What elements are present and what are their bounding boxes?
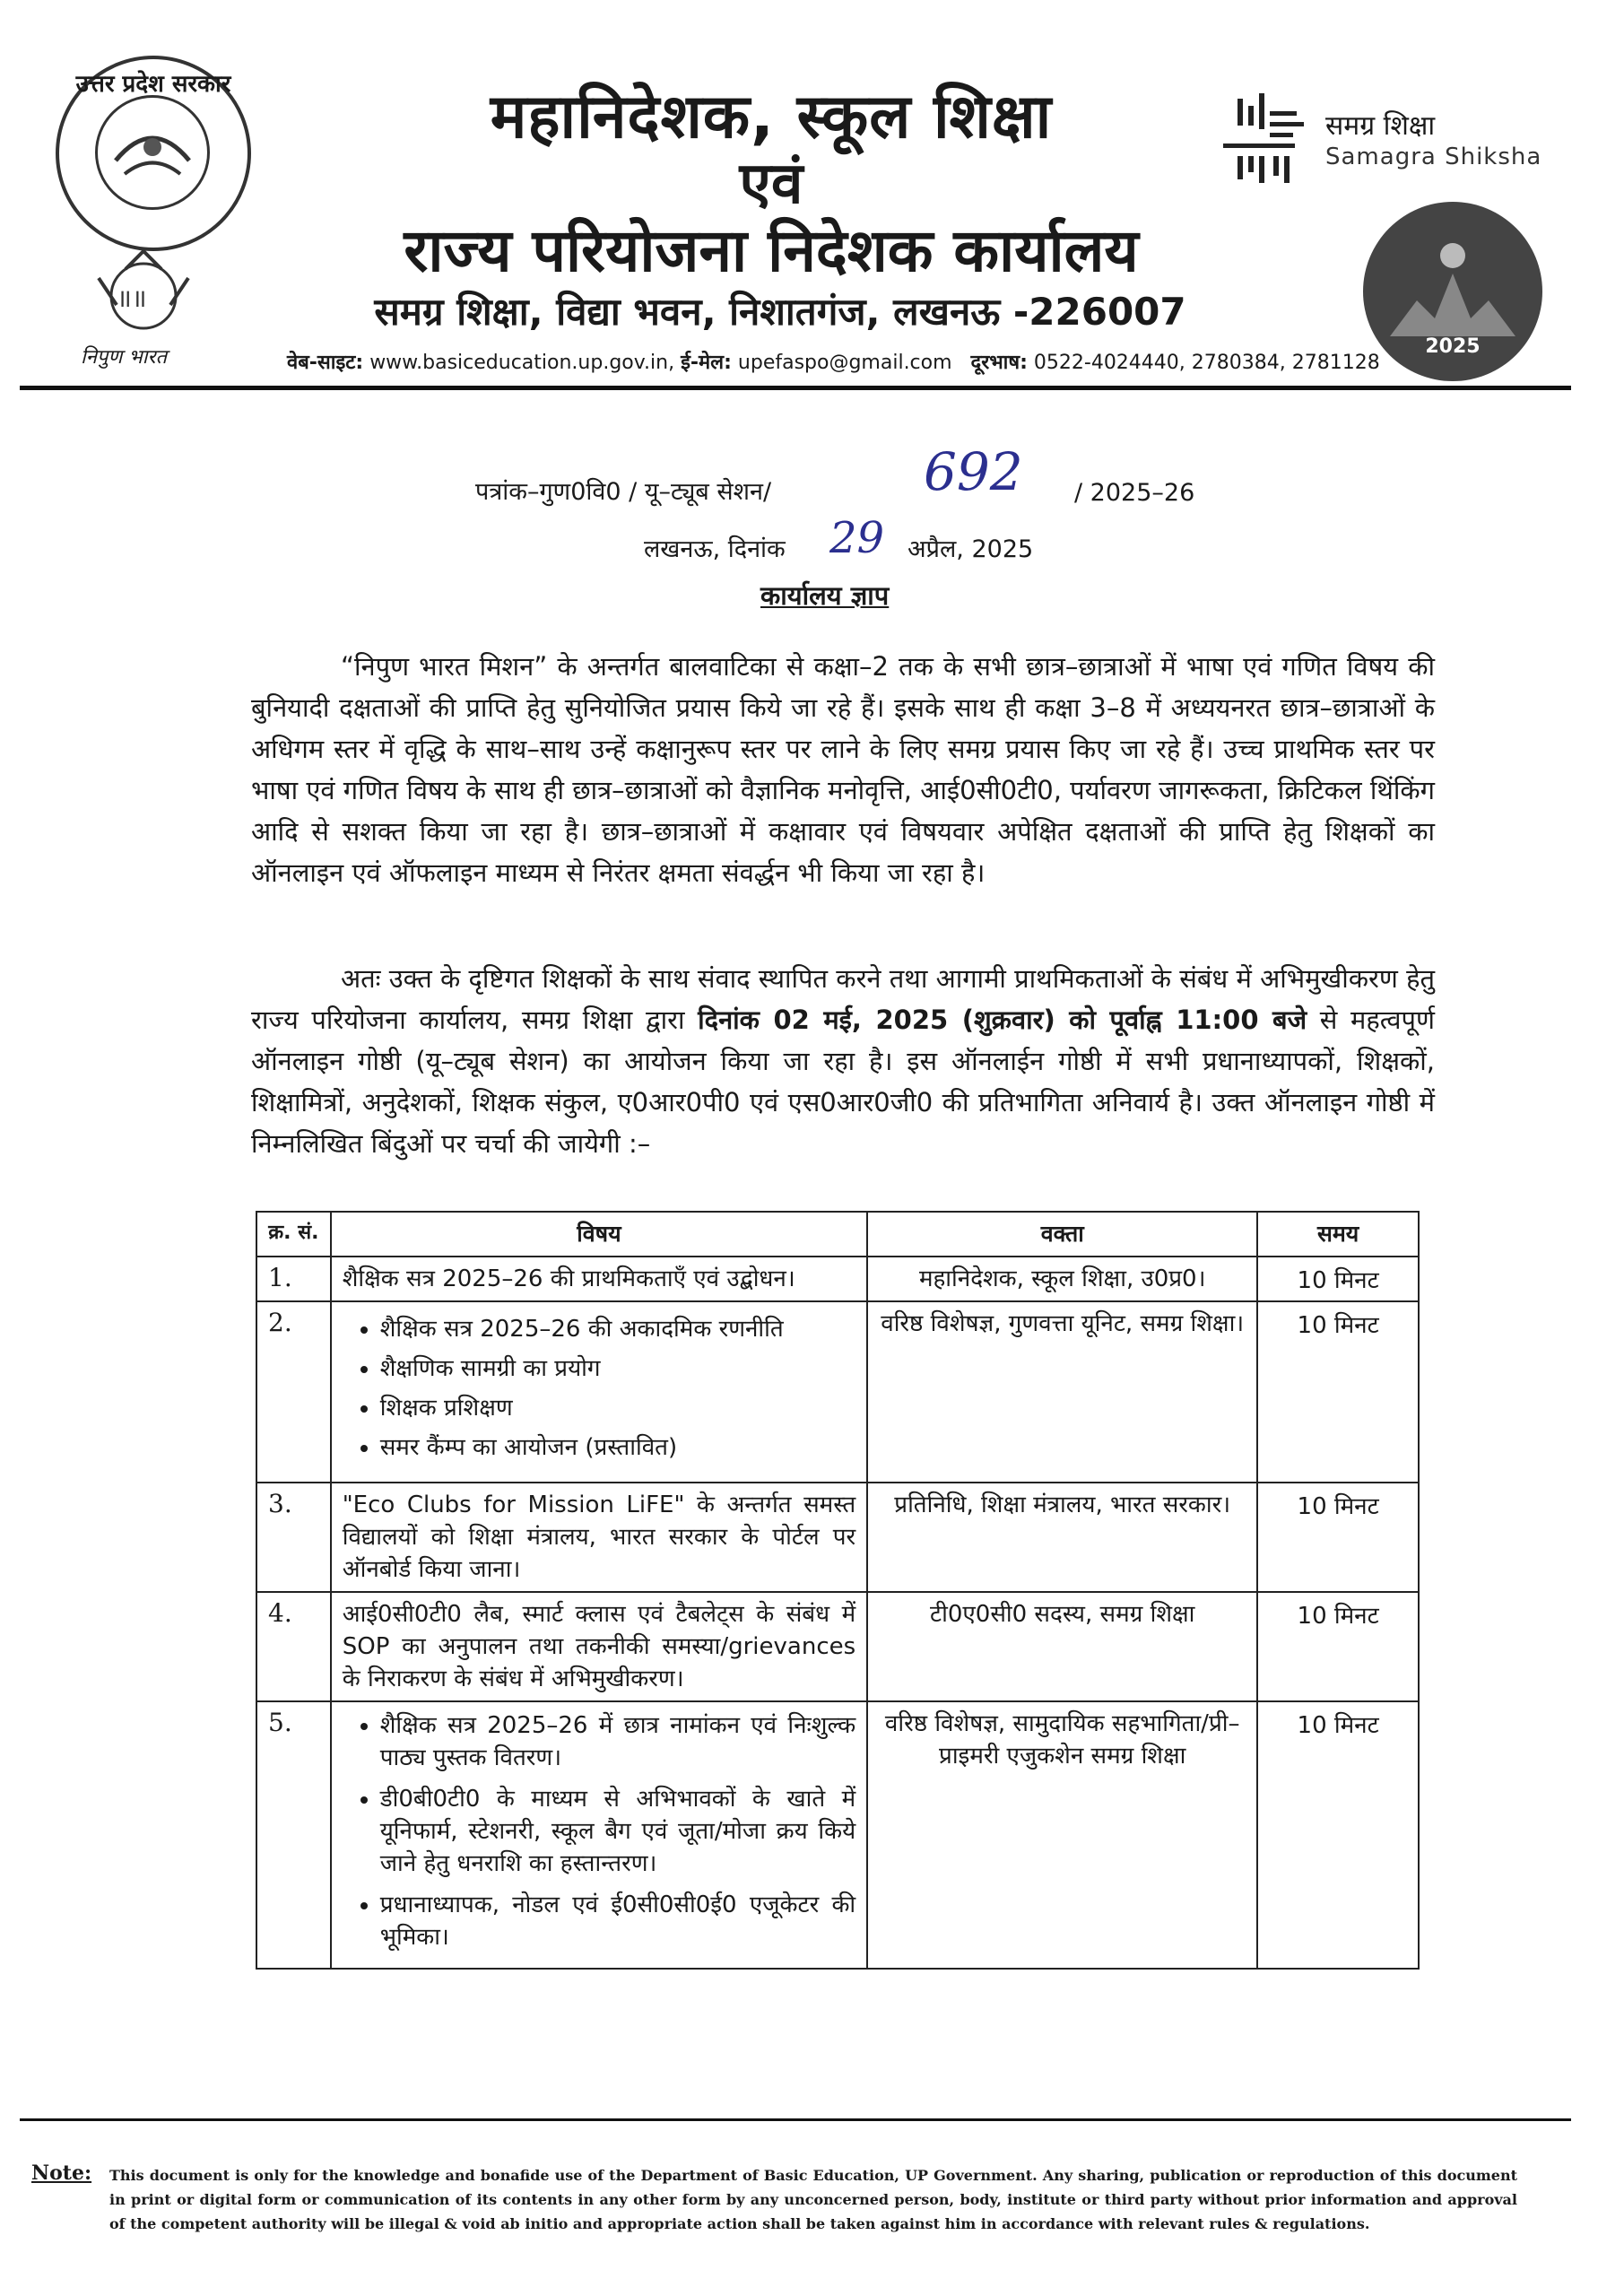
nipun-bharat-label: निपुण भारत — [81, 346, 168, 369]
row-serial: 4. — [256, 1592, 331, 1701]
row-subject — [331, 1301, 867, 1483]
table-row — [256, 1592, 1419, 1701]
website-link[interactable]: www.basiceducation.up.gov.in, — [369, 352, 675, 374]
phone-numbers: 0522-4024440, 2780384, 2781128 — [1033, 352, 1380, 374]
table-row — [256, 1301, 1419, 1483]
date-prefix: लखनऊ, दिनांक — [644, 535, 786, 563]
table-row — [256, 1483, 1419, 1592]
nipun-bharat-icon — [63, 242, 224, 341]
agenda-table — [256, 1211, 1420, 1970]
row-speaker: महानिदेशक, स्कूल शिक्षा, उ0प्र0। — [867, 1257, 1257, 1301]
table-row — [256, 1257, 1419, 1301]
date-day-handwritten: 29 — [829, 513, 885, 563]
website-label: वेब-साइट: — [287, 352, 364, 374]
samagra-english-label: Samagra Shiksha — [1325, 144, 1542, 170]
row-subject: "Eco Clubs for Mission LiFE" के अन्तर्गत समस्त विद्यालयों को शिक्षा मंत्रालय, भारत सरकार के पोर्टल पर ऑनबोर्ड किया जाना। — [331, 1483, 867, 1592]
header-serial: क्र. सं. — [256, 1212, 331, 1257]
row-serial: 1. — [256, 1257, 331, 1301]
nipun-bharat-logo — [63, 242, 224, 341]
list-item: • डी0बी0टी0 के माध्यम से अभिभावकों के खाते में यूनिफार्म, स्टेशनरी, स्कूल बैग एवं जूता/मोजा क्रय किये जाने हेतु धनराशि का हस्तान्तरण। — [380, 1783, 855, 1880]
paragraph-intro: “निपुण भारत मिशन” के अन्तर्गत बालवाटिका से कक्षा–2 तक के सभी छात्र–छात्राओं में भाषा एवं गणित विषय की बुनियादी दक्षताओं की प्राप्ति हेतु सुनियोजित प्रयास किये जा रहे हैं। इसके साथ ही कक्षा 3–8 में अध्ययनरत छात्र–छात्राओं के अधिगम स्तर में वृद्धि के साथ–साथ उन्हें कक्षानुरूप स्तर पर लाने के लिए समग्र प्रयास किए जा रहे हैं। उच्च प्राथमिक स्तर पर भाषा एवं गणित विषय के साथ ही छात्र–छात्राओं को वैज्ञानिक मनोवृत्ति, आई0सी0टी0, पर्यावरण जागरूकता, क्रिटिकल थिंकिंग आदि से सशक्त किया जा रहा है। छात्र–छात्राओं में कक्षावार एवं विषयवार अपेक्षित दक्षताओं की प्राप्ति हेतु शिक्षकों का ऑनलाइन एवं ऑफलाइन माध्यम से निरंतर क्षमता संवर्द्धन भी किया जा रहा है। — [251, 651, 1435, 888]
list-item: • शैक्षिक सत्र 2025–26 की अकादमिक रणनीति — [380, 1309, 855, 1349]
badge-year: 2025 — [1425, 335, 1481, 358]
reference-prefix: पत्रांक–गुण0वि0 / यू–ट्यूब सेशन/ — [475, 478, 772, 506]
subject-points — [343, 1709, 855, 1953]
date-suffix: अप्रैल, 2025 — [908, 535, 1034, 563]
office-title-line2: एवं — [739, 151, 803, 217]
list-item: • प्रधानाध्यापक, नोडल एवं ई0सी0सी0ई0 एजूकेटर की भूमिका। — [380, 1889, 855, 1953]
header-speaker: वक्ता — [867, 1212, 1257, 1257]
list-item: • शिक्षक प्रशिक्षण — [380, 1388, 855, 1428]
header-divider — [20, 386, 1571, 390]
contact-line — [287, 348, 1380, 375]
row-speaker: वरिष्ठ विशेषज्ञ, गुणवत्ता यूनिट, समग्र शिक्षा। — [867, 1301, 1257, 1483]
row-speaker: प्रतिनिधि, शिक्षा मंत्रालय, भारत सरकार। — [867, 1483, 1257, 1592]
row-time: 10 मिनट — [1257, 1301, 1419, 1483]
office-address: समग्र शिक्षा, विद्या भवन, निशातगंज, लखनऊ -226007 — [374, 290, 1186, 334]
svg-text:॥॥: ॥॥ — [117, 283, 147, 313]
office-title-line3: राज्य परियोजना निदेशक कार्यालय — [404, 216, 1139, 285]
up-government-emblem — [56, 56, 251, 251]
email-label: ई-मेल: — [681, 352, 732, 374]
row-serial: 3. — [256, 1483, 331, 1592]
footer-divider — [20, 2118, 1571, 2121]
row-subject — [331, 1701, 867, 1969]
samagra-shiksha-icon — [1220, 90, 1309, 188]
emblem-arc-text: उत्तर प्रदेश सरकार — [75, 71, 231, 98]
emblem-fish-bow-icon — [98, 98, 207, 207]
reference-year: / 2025–26 — [1074, 479, 1195, 507]
row-time: 10 मिनट — [1257, 1592, 1419, 1701]
office-title-line1: महानिदेशक, स्कूल शिक्षा — [490, 82, 1053, 152]
list-item: • शैक्षिक सत्र 2025–26 में छात्र नामांकन एवं निःशुल्क पाठ्य पुस्तक वितरण। — [380, 1709, 855, 1774]
phone-label: दूरभाष: — [970, 352, 1028, 374]
row-speaker: टी0ए0सी0 सदस्य, समग्र शिक्षा — [867, 1592, 1257, 1701]
note-label: Note: — [31, 2161, 92, 2185]
memo-title: कार्यालय ज्ञाप — [760, 580, 890, 611]
email-link[interactable]: upefaspo@gmail.com — [737, 352, 952, 374]
list-item: • समर कैंम्प का आयोजन (प्रस्तावित) — [380, 1428, 855, 1467]
row-subject: शैक्षिक सत्र 2025–26 की प्राथमिकताएँ एवं उद्बोधन। — [331, 1257, 867, 1301]
para2-part1: अतः उक्त के दृष्टिगत शिक्षकों के साथ संवाद स्थापित करने तथा आगामी प्राथमिकताओं के संबंध में अभिमुखीकरण हेतु राज्य परियोजना कार्यालय, समग्र शिक्षा द्वारा — [251, 963, 1435, 1035]
samagra-hindi-label: समग्र शिक्षा — [1325, 110, 1436, 142]
mahakumbh-badge — [1363, 202, 1542, 381]
row-subject: आई0सी0टी0 लैब, स्मार्ट क्लास एवं टैबलेट्स के संबंध में SOP का अनुपालन तथा तकनीकी समस्या/grievances के निराकरण के संबंध में अभिमुखीकरण। — [331, 1592, 867, 1701]
header-subject: विषय — [331, 1212, 867, 1257]
subject-points — [343, 1309, 855, 1467]
row-speaker: वरिष्ठ विशेषज्ञ, सामुदायिक सहभागिता/प्री–प्राइमरी एजुकशेन समग्र शिक्षा — [867, 1701, 1257, 1969]
row-serial: 2. — [256, 1301, 331, 1483]
session-datetime: दिनांक 02 मई, 2025 (शुक्रवार) को पूर्वाह्न 11:00 बजे — [698, 1004, 1307, 1035]
table-row — [256, 1701, 1419, 1969]
reference-number-handwritten: 692 — [924, 441, 1023, 502]
row-serial: 5. — [256, 1701, 331, 1969]
samagra-shiksha-logo — [1220, 90, 1309, 188]
list-item: • शैक्षणिक सामग्री का प्रयोग — [380, 1349, 855, 1388]
row-time: 10 मिनट — [1257, 1483, 1419, 1592]
note-text: This document is only for the knowledge and bonafide use of the Department of Basic Education, UP Government. Any sharing, publication or reproduction of this document in print or digital form or communication of its contents in any other form by any unconcerned person, body, institute or third party without prior information and approval of the competent authority will be illegal & void ab initio and appropriate action shall be taken against him in accordance with relevant rules & regulations. — [109, 2167, 1517, 2232]
row-time: 10 मिनट — [1257, 1701, 1419, 1969]
para2-part2: से महत्वपूर्ण ऑनलाइन गोष्ठी (यू–ट्यूब सेशन) का आयोजन किया जा रहा है। इस ऑनलाईन गोष्ठी में सभी प्रधानाध्यापकों, शिक्षकों, शिक्षामित्रों, अनुदेशकों, शिक्षक संकुल, ए0आर0पी0 एवं एस0आर0जी0 की प्रतिभागिता अनिवार्य है। उक्त ऑनलाइन गोष्ठी में निम्नलिखित बिंदुओं पर चर्चा की जायेगी :– — [251, 1004, 1435, 1159]
paragraph-session — [251, 958, 1435, 1164]
row-time: 10 मिनट — [1257, 1257, 1419, 1301]
header-time: समय — [1257, 1212, 1419, 1257]
table-header-row — [256, 1212, 1419, 1257]
